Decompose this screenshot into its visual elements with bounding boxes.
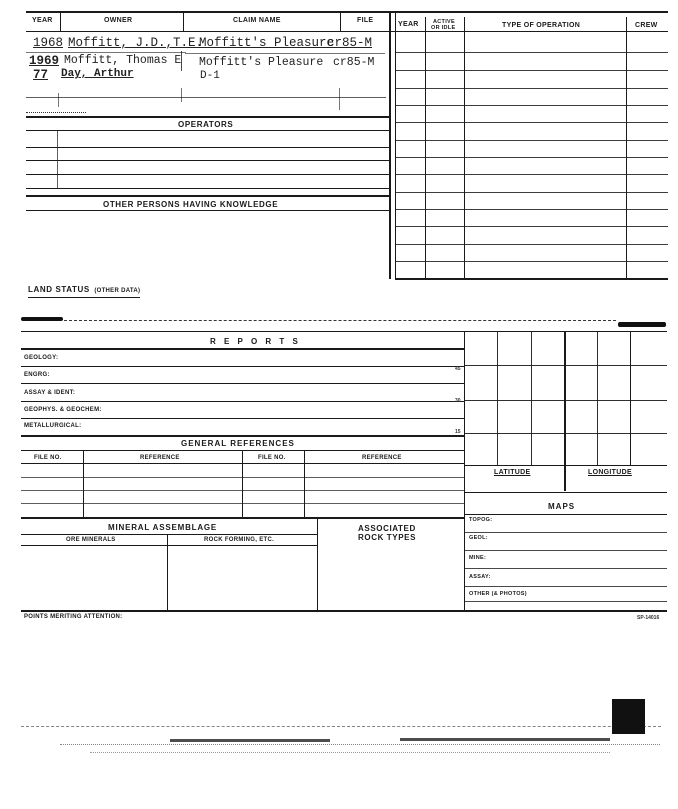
reports-header-line: [21, 348, 464, 350]
row-line: [464, 550, 667, 551]
ore-minerals-label: ORE MINERALS: [66, 537, 116, 543]
col-divider: [183, 11, 184, 31]
reports-heading: R E P O R T S: [210, 337, 301, 346]
rock-forming-label: ROCK FORMING, ETC.: [204, 537, 275, 543]
latitude-label: LATITUDE: [494, 469, 531, 476]
scan-noise: [90, 752, 610, 753]
associated-rock-types-line1: ASSOCIATED: [358, 524, 416, 533]
row-line: [21, 503, 464, 504]
points-meriting-attention-label: POINTS MERITING ATTENTION:: [24, 614, 123, 620]
ma-header-line: [21, 534, 317, 535]
coord-grid-line: [464, 433, 667, 434]
row-line: [26, 160, 389, 161]
ma-subheader-line: [21, 545, 317, 546]
row-line: [21, 418, 464, 419]
claim-name: D-1: [200, 70, 220, 82]
maps-heading: MAPS: [548, 502, 576, 511]
report-engrg-num: 45: [455, 366, 461, 372]
header-bottom-line: [26, 31, 668, 32]
row-line: [186, 97, 386, 98]
general-references-heading: GENERAL REFERENCES: [181, 439, 295, 448]
land-status-title: LAND STATUS: [28, 285, 90, 294]
center-divider: [389, 11, 391, 279]
ops-col-divider: [464, 17, 465, 279]
reports-right-divider: [464, 331, 465, 611]
claim-owner: Moffitt, J.D.,T.E.: [68, 36, 204, 50]
reports-top-line: [21, 331, 667, 332]
report-metallurgical-num: 15: [455, 429, 461, 435]
claim-file: cr85-M: [327, 36, 373, 50]
col-header-owner: OWNER: [104, 17, 133, 24]
row-line: [464, 532, 667, 533]
other-persons-heading: OTHER PERSONS HAVING KNOWLEDGE: [103, 200, 279, 209]
coord-grid-line: [464, 365, 667, 366]
map-mine: MINE:: [469, 555, 487, 561]
coord-grid-line: [464, 400, 667, 401]
map-other: OTHER (& PHOTOS): [469, 591, 527, 597]
claim-name: Moffitt's Pleasure: [199, 56, 324, 69]
coord-grid-bottom: [464, 465, 667, 466]
col-divider: [340, 11, 341, 31]
gr-col-divider: [304, 450, 305, 518]
ma-col-divider: [167, 534, 168, 611]
report-geophys: GEOPHYS. & GEOCHEM:: [24, 407, 102, 413]
map-topog: TOPOG:: [469, 517, 493, 523]
row-divider: [339, 88, 340, 110]
claim-name: Moffitt's Pleasure: [199, 36, 335, 50]
row-line: [464, 568, 667, 569]
scan-blot: [400, 738, 610, 741]
report-metallurgical: METALLURGICAL:: [24, 423, 82, 429]
reports-bottom-line: [21, 435, 464, 437]
report-engrg: ENGRG:: [24, 372, 50, 378]
gr-bottom-line: [21, 517, 464, 519]
land-status-sub: (OTHER DATA): [94, 288, 141, 294]
report-geophys-num: 30: [455, 398, 461, 404]
col-header-file: FILE: [357, 17, 374, 24]
row-line: [464, 586, 667, 587]
coord-center-divider: [564, 331, 566, 491]
map-geol: GEOL:: [469, 535, 488, 541]
row-line: [26, 52, 186, 53]
claim-file: cr85-M: [333, 56, 375, 69]
land-status-label: [28, 279, 140, 298]
row-divider: [58, 93, 59, 107]
gr-col-divider: [83, 450, 84, 518]
scan-blot: [618, 322, 666, 327]
coord-grid-line: [597, 331, 598, 465]
row-divider: [181, 88, 182, 102]
form-code: SP-14016: [637, 615, 660, 621]
ops-header-idle: OR IDLE: [431, 25, 456, 31]
mineral-assemblage-heading: MINERAL ASSEMBLAGE: [108, 523, 218, 532]
scan-blot: [170, 739, 330, 742]
claim-owner: Moffitt, Thomas E: [64, 54, 182, 67]
row-divider: [181, 51, 182, 71]
row-line: [21, 477, 464, 478]
col-header-claim-name: CLAIM NAME: [233, 17, 281, 24]
coord-grid-line: [531, 331, 532, 465]
claim-year: 1969: [29, 54, 60, 68]
row-line: [464, 601, 667, 602]
row-line: [21, 383, 464, 384]
gr-col-reference: REFERENCE: [140, 455, 180, 461]
ops-col-divider: [425, 17, 426, 279]
maps-header-line: [464, 514, 667, 515]
gr-col-reference-2: REFERENCE: [362, 455, 402, 461]
claim-owner: Day, Arthur: [61, 68, 134, 80]
scan-blot: [21, 317, 63, 321]
col-divider: [60, 11, 61, 31]
row-line: [26, 188, 389, 189]
ops-header-year: YEAR: [398, 21, 419, 28]
operators-top-line: [26, 116, 389, 118]
row-line: [21, 366, 464, 367]
claim-year: 77: [33, 68, 49, 82]
longitude-label: LONGITUDE: [588, 469, 632, 476]
ops-header-type: TYPE OF OPERATION: [502, 22, 581, 29]
coord-grid-line: [497, 331, 498, 465]
map-assay: ASSAY:: [469, 574, 491, 580]
other-persons-header-line: [26, 210, 389, 211]
row-divider: [57, 130, 58, 188]
associated-rock-types-line2: ROCK TYPES: [358, 533, 417, 542]
top-border: [26, 11, 668, 13]
claim-year: 1968: [33, 36, 64, 50]
report-assay: ASSAY & IDENT:: [24, 390, 76, 396]
scan-noise: [64, 320, 616, 321]
scan-noise: [60, 744, 660, 745]
ops-header-active: ACTIVE: [433, 19, 455, 25]
row-line: [21, 490, 464, 491]
col-header-year: YEAR: [32, 17, 53, 24]
row-line: [26, 97, 186, 98]
ops-col-divider: [626, 17, 627, 279]
scan-noise: [26, 112, 86, 113]
report-geology: GEOLOGY:: [24, 355, 59, 361]
gr-col-divider: [242, 450, 243, 518]
ops-header-crew: CREW: [635, 22, 658, 29]
row-line: [26, 147, 389, 148]
other-persons-top-line: [26, 195, 389, 197]
row-line: [185, 53, 385, 54]
footer-top-line: [21, 610, 667, 612]
coord-right-divider: [630, 331, 631, 465]
gr-col-file-no-2: FILE NO.: [258, 455, 286, 461]
row-line: [21, 401, 464, 402]
scan-blot: [612, 699, 645, 734]
coord-label-line: [464, 492, 667, 493]
operators-header-line: [26, 130, 389, 131]
gr-col-file-no: FILE NO.: [34, 455, 62, 461]
operators-heading: OPERATORS: [178, 120, 234, 129]
scan-noise: [21, 726, 661, 727]
ma-right-divider: [317, 517, 318, 611]
row-line: [26, 174, 389, 175]
